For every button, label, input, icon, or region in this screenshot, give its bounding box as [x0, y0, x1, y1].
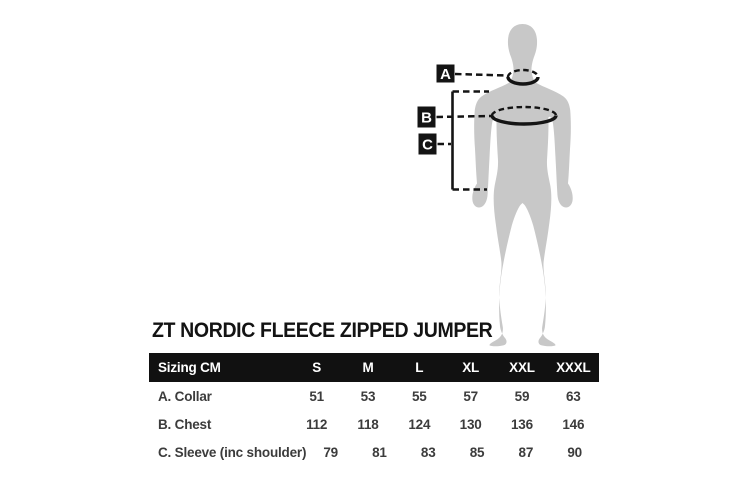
chest-value-s: 112 [306, 416, 328, 432]
marker-a [437, 65, 455, 84]
row-label: C. Sleeve (inc shoulder) [158, 444, 307, 460]
size-column-xl: XL [462, 360, 480, 375]
sleeve-value-s: 79 [323, 444, 338, 460]
size-column-xxl: XXL [509, 360, 535, 375]
sleeve-value-xxl: 87 [518, 444, 534, 460]
body-silhouette [472, 24, 572, 346]
collar-value-l: 55 [412, 388, 427, 404]
collar-value-xl: 57 [463, 388, 478, 404]
size-table-header-label: Sizing CM [158, 360, 221, 375]
marker-c [419, 134, 437, 155]
size-table [149, 353, 599, 466]
collar-value-s: 51 [309, 388, 324, 404]
chest-value-xxxl: 146 [562, 416, 585, 432]
row-label: B. Chest [158, 416, 212, 432]
table-row-sleeve [149, 438, 599, 466]
sleeve-value-xxxl: 90 [567, 444, 582, 460]
chest-value-xl: 130 [459, 416, 482, 432]
size-column-s: S [312, 360, 322, 375]
size-column-xxxl: XXXL [556, 360, 591, 375]
product-title: ZT NORDIC FLEECE ZIPPED JUMPER [152, 319, 493, 342]
sleeve-value-l: 83 [420, 444, 436, 460]
row-label: A. Collar [158, 388, 212, 404]
sleeve-value-m: 81 [372, 444, 387, 460]
collar-value-xxl: 59 [514, 388, 530, 404]
chest-value-xxl: 136 [511, 416, 533, 432]
table-row-chest [149, 410, 599, 438]
size-table-header-row [149, 353, 599, 382]
chest-leader-line [437, 116, 492, 117]
marker-a-letter: A [440, 66, 451, 83]
marker-c-letter: C [422, 136, 433, 154]
chest-value-l: 124 [408, 416, 431, 432]
sleeve-value-xl: 85 [469, 444, 485, 460]
marker-b-letter: B [421, 109, 432, 127]
size-column-l: L [415, 360, 424, 375]
collar-value-xxxl: 63 [565, 388, 581, 404]
collar-leader-line [455, 74, 507, 76]
size-column-m: M [362, 360, 374, 375]
chest-value-m: 118 [357, 416, 379, 432]
collar-value-m: 53 [360, 388, 376, 404]
marker-b [418, 107, 436, 128]
table-row-collar [149, 382, 599, 410]
